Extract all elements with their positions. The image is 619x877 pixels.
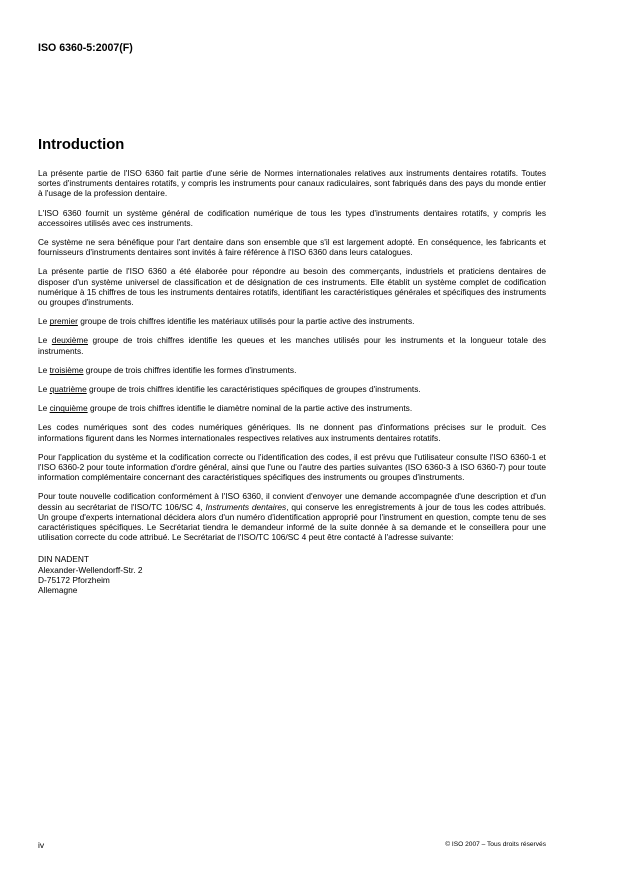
text-segment: , qui conserve les enregistrements à jour de tous les codes attribués. Un groupe d'experts international décidera alors d'un numéro d'identification approprié pour l'instrument en question, compte tenu de ses caractéristiques spécifiques. Le Secrétariat tiendra le demandeur informé de la suite donnée à sa demande et le conseillera pour une utilisation correcte du code attribué. Le Secrétariat de l'ISO/TC 106/SC 4 peut être contacté à l'adresse suivante: xyxy=(38,501,546,543)
group-text: groupe de trois chiffres identifie les caractéristiques spécifiques de groupes d'instruments. xyxy=(86,384,421,395)
group-fourth xyxy=(38,384,546,394)
group-ordinal: troisième xyxy=(49,364,84,375)
group-fifth xyxy=(38,403,546,413)
text-segment: Pour toute nouvelle codification conformément à l'ISO 6360, il convient d'envoyer une demande accompagnée d'une description et d'un dessin au secrétariat de l'ISO/TC 106/SC 4, xyxy=(38,491,546,512)
group-text: groupe de trois chiffres identifie le diamètre nominal de la partie active des instruments. xyxy=(87,403,413,414)
paragraph-benefit: Ce système ne sera bénéfique pour l'art dentaire dans son ensemble que s'il est largement adopté. En conséquence, les fabricants et fournisseurs d'instruments dentaires sont invités à faire référence à l'ISO 6360 dans leurs catalogues. xyxy=(38,237,546,258)
secretariat-address xyxy=(38,554,546,595)
address-line: DIN NADENT xyxy=(38,554,89,565)
group-prefix: Le xyxy=(38,364,50,375)
main-content xyxy=(38,137,546,595)
address-line: Allemagne xyxy=(38,585,78,596)
group-ordinal: deuxième xyxy=(51,335,89,346)
paragraph-generic-codes: Les codes numériques sont des codes numériques génériques. Ils ne donnent pas d'informations précises sur le produit. Ces informations figurent dans les Normes internationales respectives relatives aux instruments dentaires rotatifs. xyxy=(38,422,546,443)
committee-title: Instruments dentaires xyxy=(205,501,287,512)
paragraph-system: L'ISO 6360 fournit un système général de codification numérique de tous les types d'instruments dentaires rotatifs, y compris les accessoires utilisés avec ces instruments. xyxy=(38,207,546,228)
group-prefix: Le xyxy=(38,316,50,327)
paragraph-purpose: La présente partie de l'ISO 6360 a été élaborée pour répondre au besoin des commerçants, industriels et praticiens dentaires de disposer d'un système universel de classification et de désignation de ces instruments. Elle établit un système complet de codification numérique à 15 chiffres de tous les instruments dentaires rotatifs, identifiant les caractéristiques générales et spécifiques des instruments ou groupes d'instruments. xyxy=(38,266,546,308)
paragraph-intro: La présente partie de l'ISO 6360 fait partie d'une série de Normes internationales relatives aux instruments dentaires rotatifs. Toutes sortes d'instruments dentaires rotatifs, y compris les instruments pour canaux radiculaires, sont fabriqués dans des pays du monde entier à l'usage de la profession dentaire. xyxy=(38,168,546,199)
group-ordinal: cinquième xyxy=(49,403,88,414)
paragraph-new-codification xyxy=(38,491,546,542)
group-prefix: Le xyxy=(38,403,50,414)
group-first xyxy=(38,316,546,326)
section-heading: Introduction xyxy=(38,137,125,153)
copyright-notice: © ISO 2007 – Tous droits réservés xyxy=(445,841,546,848)
group-text: groupe de trois chiffres identifie les matériaux utilisés pour la partie active des instruments. xyxy=(77,316,415,327)
group-prefix: Le xyxy=(38,335,52,346)
group-text: groupe de trois chiffres identifie les queues et les manches utilisés pour les instruments et la longueur totale des instruments. xyxy=(38,335,546,356)
address-line: D-75172 Pforzheim xyxy=(38,574,110,585)
page-number: iv xyxy=(38,840,45,850)
group-ordinal: premier xyxy=(49,316,78,327)
paragraph-application: Pour l'application du système et la codification correcte ou l'identification des codes, il est prévu que l'utilisateur consulte l'ISO 6360-1 et l'ISO 6360-2 pour toute information d'ordre général, ainsi que l'une ou l'autre des parties suivantes (ISO 6360-3 à ISO 6360-7) pour toute information complémentaire concernant des caractéristiques spécifiques des instruments ou groupes d'instruments. xyxy=(38,451,546,483)
group-prefix: Le xyxy=(38,384,50,395)
group-second xyxy=(38,335,546,355)
group-third xyxy=(38,365,546,375)
address-line: Alexander-Wellendorff-Str. 2 xyxy=(38,564,143,575)
group-text: groupe de trois chiffres identifie les formes d'instruments. xyxy=(83,364,297,375)
document-id: ISO 6360-5:2007(F) xyxy=(38,42,133,54)
group-ordinal: quatrième xyxy=(49,384,87,395)
